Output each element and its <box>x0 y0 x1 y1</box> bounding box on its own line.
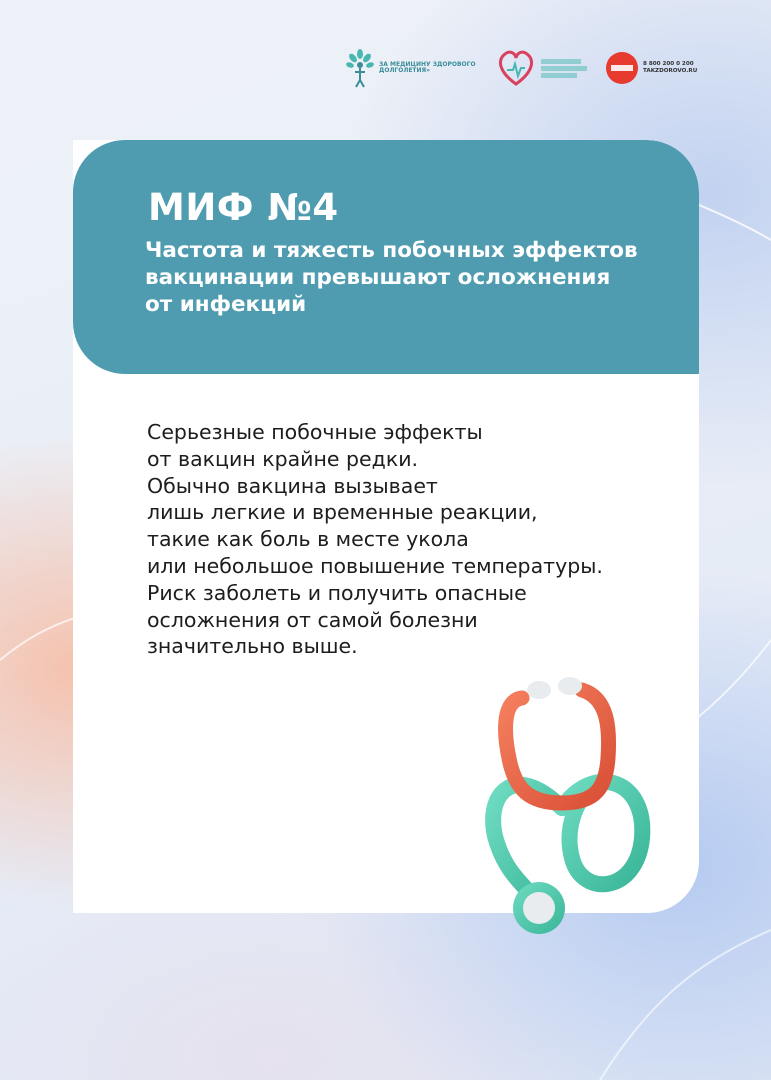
takzdorovo-badge-icon <box>605 51 639 85</box>
heart-org-logo <box>495 48 593 88</box>
myth-subtitle-line: Частота и тяжесть побочных эффектов <box>145 238 638 263</box>
explanation-line: Серьезные побочные эффекты <box>147 420 483 444</box>
heart-icon <box>495 48 537 88</box>
takzdorovo-logo <box>605 51 705 85</box>
myth-subtitle <box>145 237 685 318</box>
myth-explanation <box>147 419 707 660</box>
takzdorovo-phone: 8 800 200 0 200 <box>643 61 694 67</box>
explanation-line: такие как боль в месте укола <box>147 527 469 552</box>
takzdorovo-site: TAKZDOROVO.RU <box>643 68 698 74</box>
myth-card-header <box>73 140 699 374</box>
explanation-line: от вакцин крайне редки. <box>147 446 419 471</box>
explanation-line: значительно выше. <box>147 634 358 659</box>
stethoscope-icon <box>482 668 672 948</box>
za-medicinu-logo-text: ЗА МЕДИЦИНУ ЗДОРОВОГО ДОЛГОЛЕТИЯ» <box>379 60 476 74</box>
myth-subtitle-line: вакцинации превышают осложнения <box>145 265 611 290</box>
explanation-line: Обычно вакцина вызывает <box>147 473 438 498</box>
myth-subtitle-line: от инфекций <box>145 292 307 317</box>
flower-person-icon <box>345 48 375 88</box>
explanation-line: осложнения от самой болезни <box>147 607 478 632</box>
heart-org-logo-text <box>541 57 593 80</box>
explanation-line: Риск заболеть и получить опасные <box>147 580 527 605</box>
za-medicinu-logo <box>345 48 483 88</box>
explanation-line: или небольшое повышение температуры. <box>147 553 603 578</box>
partner-logos <box>345 44 705 92</box>
myth-title: МИФ №4 <box>148 186 339 229</box>
explanation-line: лишь легкие и временные реакции, <box>147 500 538 525</box>
takzdorovo-contacts <box>643 61 705 75</box>
